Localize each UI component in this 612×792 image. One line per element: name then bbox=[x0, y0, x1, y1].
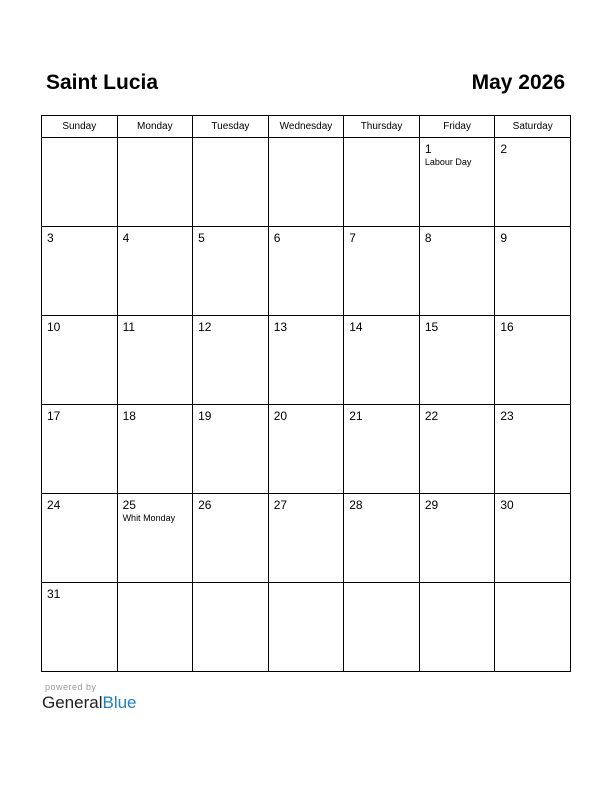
day-cell bbox=[268, 138, 344, 227]
day-cell bbox=[117, 227, 193, 316]
day-number: 15 bbox=[424, 320, 439, 334]
day-cell bbox=[344, 227, 420, 316]
day-cell bbox=[419, 494, 495, 583]
day-cell bbox=[495, 583, 571, 672]
week-row bbox=[42, 227, 571, 316]
day-number: 6 bbox=[273, 231, 281, 245]
day-number: 2 bbox=[500, 142, 508, 156]
day-number bbox=[269, 138, 344, 142]
day-number: 29 bbox=[424, 498, 439, 512]
day-cell bbox=[344, 405, 420, 494]
weekday-header-row bbox=[42, 116, 571, 138]
weekday-header-sunday: Sunday bbox=[42, 116, 118, 138]
day-number: 9 bbox=[500, 231, 508, 245]
day-number: 8 bbox=[424, 231, 432, 245]
day-number bbox=[344, 138, 419, 142]
day-cell bbox=[344, 138, 420, 227]
day-cell bbox=[42, 405, 118, 494]
day-number: 19 bbox=[198, 409, 212, 423]
day-number: 12 bbox=[198, 320, 212, 334]
day-number: 28 bbox=[349, 498, 363, 512]
day-number: 7 bbox=[349, 231, 356, 245]
weekday-header-wednesday: Wednesday bbox=[268, 116, 344, 138]
day-cell bbox=[495, 316, 571, 405]
day-cell bbox=[419, 405, 495, 494]
powered-by-label: powered by bbox=[45, 682, 97, 692]
day-cell bbox=[495, 405, 571, 494]
day-number: 11 bbox=[122, 320, 136, 334]
holiday-label: Labour Day bbox=[424, 157, 472, 167]
day-number: 27 bbox=[273, 498, 288, 512]
day-number bbox=[495, 583, 570, 587]
day-number: 25 bbox=[122, 498, 136, 512]
day-number: 22 bbox=[424, 409, 439, 423]
country-title: Saint Lucia bbox=[46, 71, 159, 94]
day-cell bbox=[42, 227, 118, 316]
day-cell bbox=[42, 316, 118, 405]
day-cell bbox=[268, 494, 344, 583]
day-number: 31 bbox=[47, 587, 61, 601]
weekday-header-friday: Friday bbox=[419, 116, 495, 138]
day-number bbox=[193, 583, 268, 587]
day-cell bbox=[268, 583, 344, 672]
day-number: 10 bbox=[47, 320, 61, 334]
day-cell bbox=[193, 227, 269, 316]
day-cell bbox=[495, 227, 571, 316]
day-number: 16 bbox=[500, 320, 514, 334]
day-cell bbox=[268, 316, 344, 405]
day-number: 4 bbox=[122, 231, 130, 245]
week-row bbox=[42, 405, 571, 494]
holiday-label: Whit Monday bbox=[122, 513, 176, 523]
day-number: 24 bbox=[47, 498, 61, 512]
day-cell bbox=[344, 316, 420, 405]
day-cell bbox=[193, 494, 269, 583]
calendar-grid bbox=[41, 115, 571, 672]
day-number bbox=[42, 138, 117, 142]
day-cell bbox=[344, 583, 420, 672]
day-cell bbox=[419, 227, 495, 316]
day-number: 23 bbox=[500, 409, 514, 423]
day-cell bbox=[268, 227, 344, 316]
weekday-header-monday: Monday bbox=[117, 116, 193, 138]
day-cell bbox=[495, 494, 571, 583]
day-cell bbox=[419, 138, 495, 227]
day-number: 1 bbox=[424, 142, 432, 156]
day-cell bbox=[193, 405, 269, 494]
day-cell bbox=[193, 583, 269, 672]
day-cell bbox=[117, 316, 193, 405]
day-number bbox=[420, 583, 495, 587]
day-cell bbox=[419, 316, 495, 405]
day-cell bbox=[193, 316, 269, 405]
day-cell bbox=[419, 583, 495, 672]
day-cell bbox=[268, 405, 344, 494]
week-row bbox=[42, 316, 571, 405]
day-number: 13 bbox=[273, 320, 288, 334]
day-cell bbox=[42, 494, 118, 583]
day-number: 14 bbox=[349, 320, 363, 334]
logo-text-blue: Blue bbox=[102, 693, 137, 712]
logo-text-general: General bbox=[42, 693, 103, 712]
day-number bbox=[269, 583, 344, 587]
day-cell bbox=[117, 405, 193, 494]
day-cell bbox=[344, 494, 420, 583]
weekday-header-tuesday: Tuesday bbox=[193, 116, 269, 138]
week-row bbox=[42, 494, 571, 583]
day-number: 17 bbox=[47, 409, 61, 423]
day-number: 3 bbox=[47, 231, 54, 245]
day-cell bbox=[42, 138, 118, 227]
day-number bbox=[118, 583, 193, 587]
day-number: 30 bbox=[500, 498, 514, 512]
weekday-header-thursday: Thursday bbox=[344, 116, 420, 138]
weekday-header-saturday: Saturday bbox=[495, 116, 571, 138]
week-row bbox=[42, 583, 571, 672]
day-cell bbox=[42, 583, 118, 672]
day-cell bbox=[117, 583, 193, 672]
day-cell bbox=[117, 138, 193, 227]
day-number: 20 bbox=[273, 409, 288, 423]
week-row bbox=[42, 138, 571, 227]
month-title: May 2026 bbox=[471, 71, 565, 94]
day-number: 21 bbox=[349, 409, 363, 423]
day-cell bbox=[495, 138, 571, 227]
day-cell bbox=[117, 494, 193, 583]
day-cell bbox=[193, 138, 269, 227]
day-number: 26 bbox=[198, 498, 212, 512]
day-number bbox=[344, 583, 419, 587]
day-number bbox=[193, 138, 268, 142]
generalblue-logo[interactable] bbox=[42, 693, 137, 713]
day-number: 5 bbox=[198, 231, 205, 245]
day-number: 18 bbox=[122, 409, 136, 423]
day-number bbox=[118, 138, 193, 142]
